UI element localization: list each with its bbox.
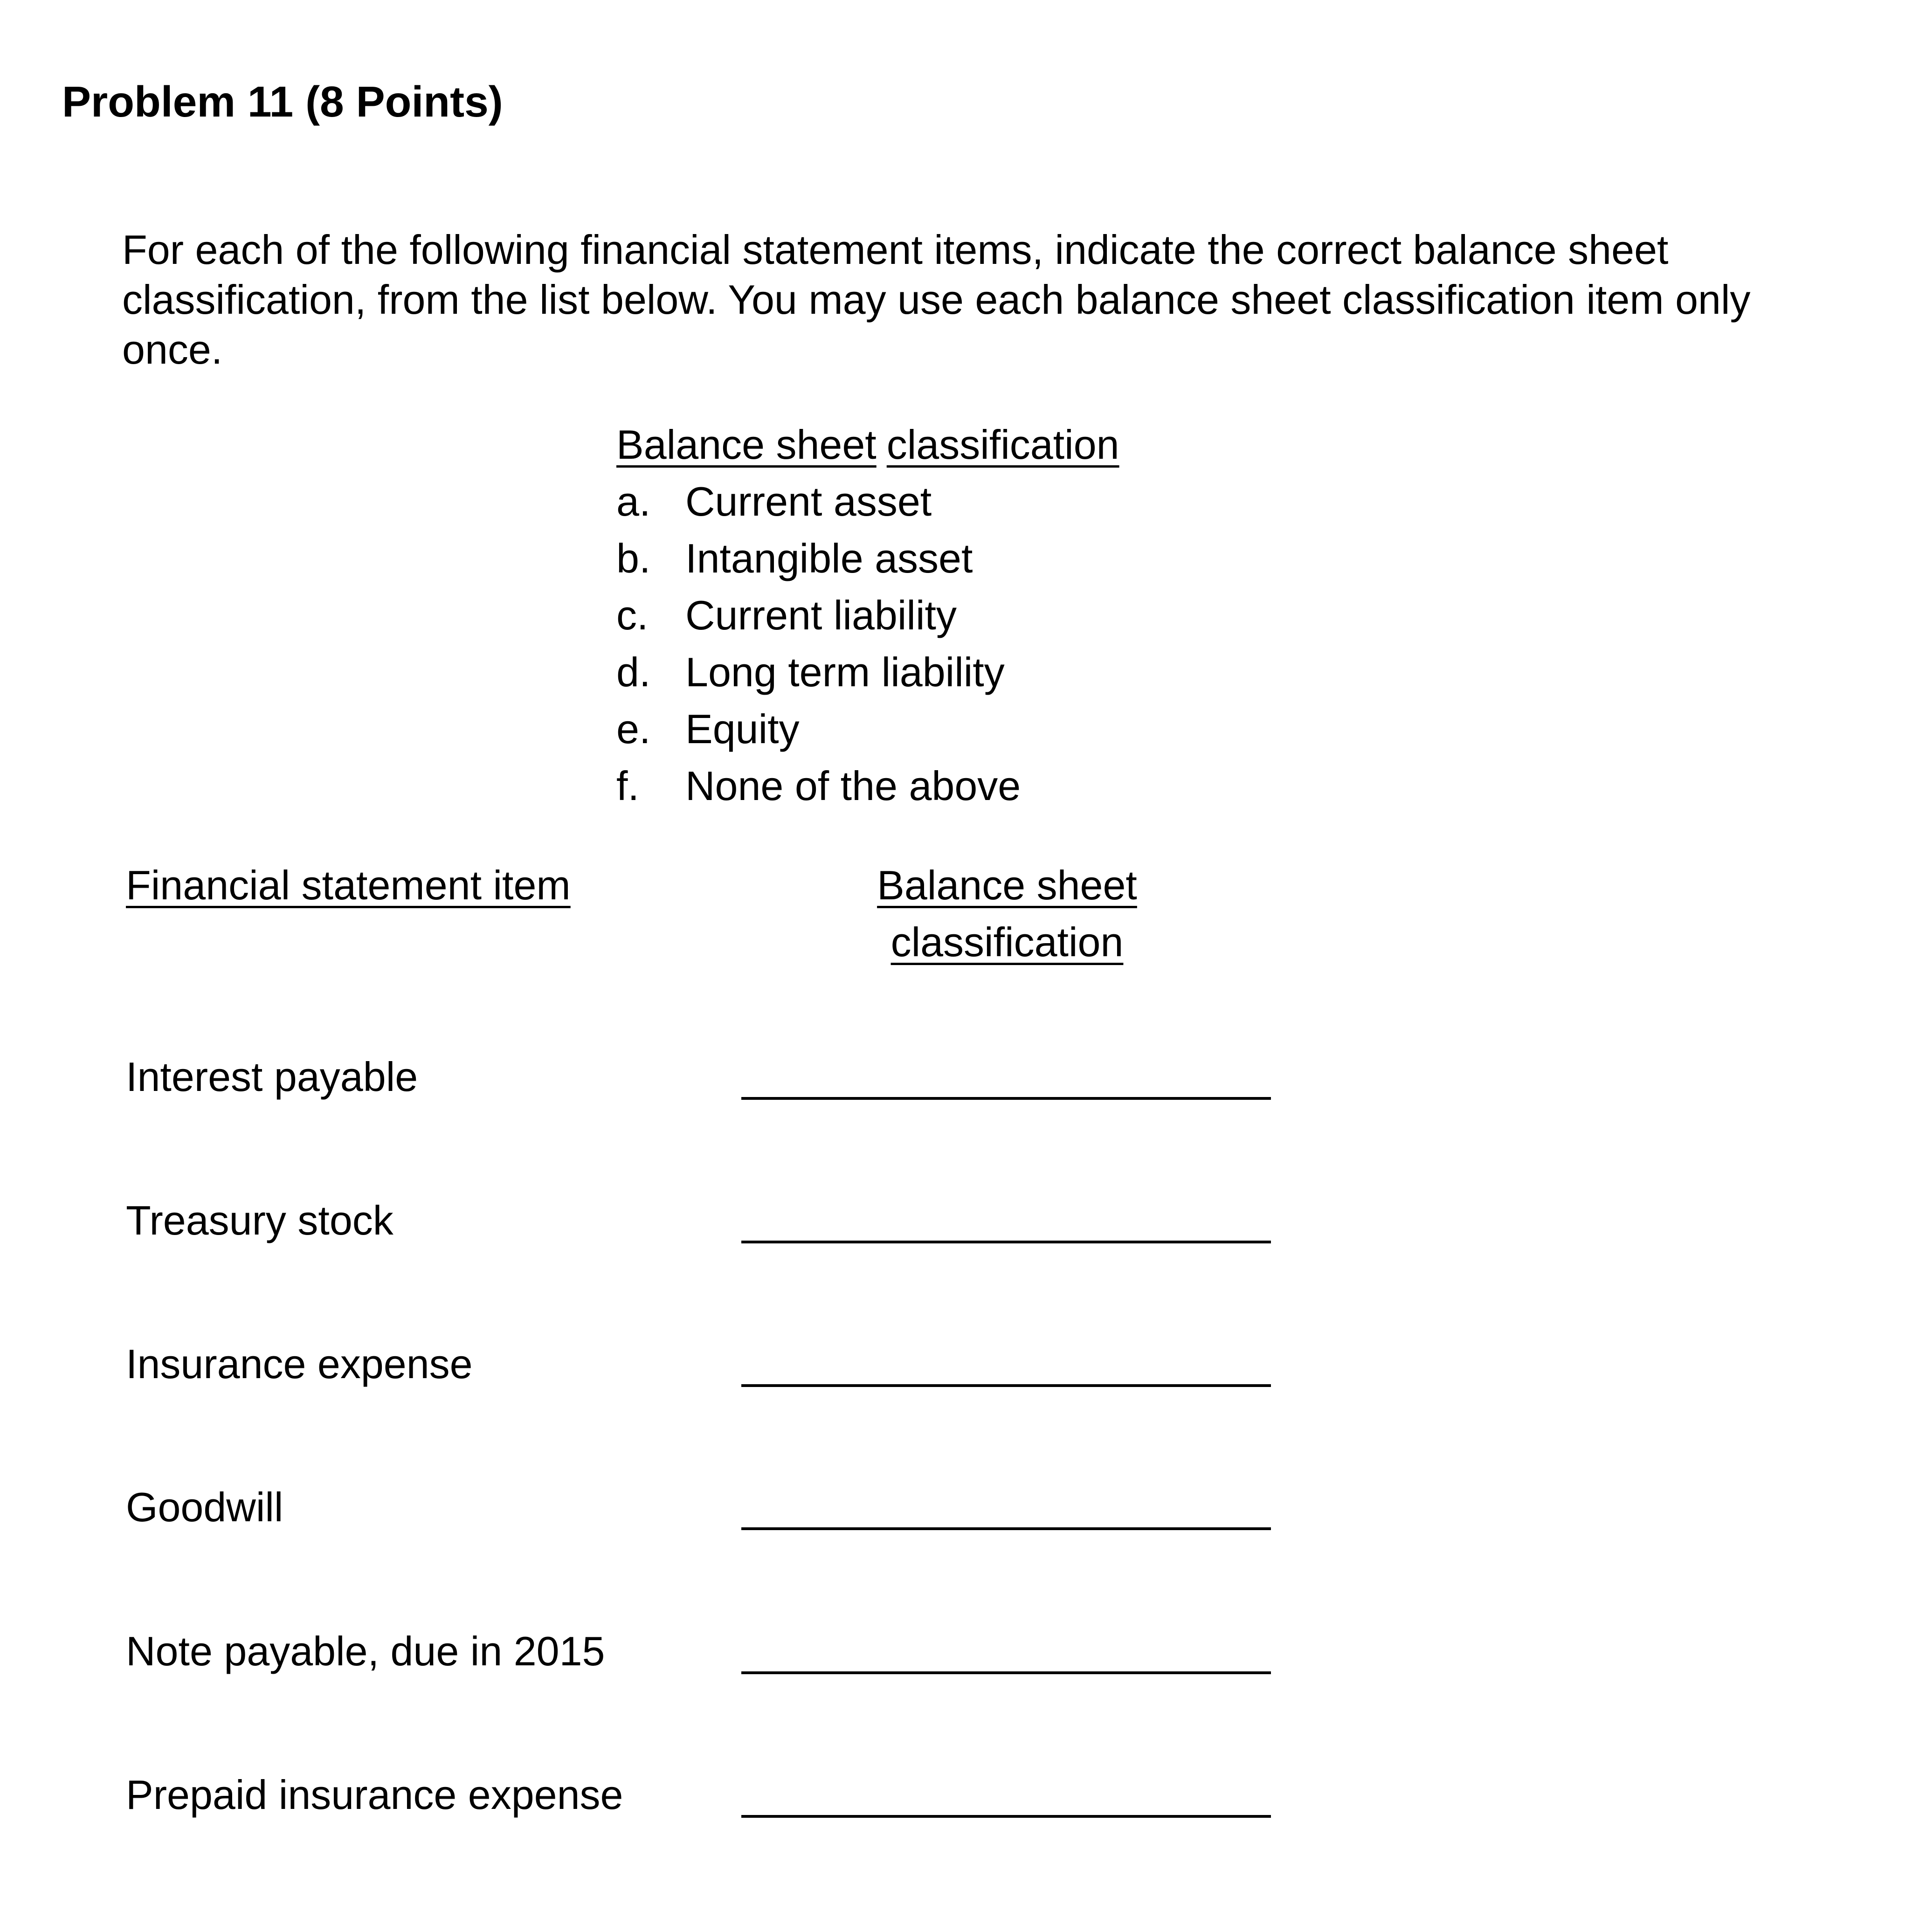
option-letter: b. <box>616 535 651 581</box>
item-label: Note payable, due in 2015 <box>126 1628 605 1674</box>
classification-column-header-line1: Balance sheet <box>877 862 1137 908</box>
instructions-line: once. <box>122 326 223 373</box>
classification-column-header <box>821 857 1194 971</box>
option-letter: f. <box>616 763 639 809</box>
option-letter: d. <box>616 649 651 695</box>
option-label: Intangible asset <box>685 535 973 581</box>
classification-list <box>616 416 1119 814</box>
item-label: Insurance expense <box>126 1341 473 1387</box>
classification-option-a <box>616 473 1119 530</box>
option-letter: c. <box>616 592 649 638</box>
page-title: Problem 11 (8 Points) <box>62 77 503 126</box>
answer-blank[interactable] <box>741 1527 1271 1530</box>
option-label: None of the above <box>685 763 1021 809</box>
classification-option-b <box>616 530 1119 587</box>
item-label: Interest payable <box>126 1054 418 1100</box>
answer-blank[interactable] <box>741 1097 1271 1100</box>
instructions-line: For each of the following financial statement items, indicate the correct balance sheet <box>122 227 1669 273</box>
option-label: Current liability <box>685 592 957 638</box>
instructions-paragraph <box>122 225 1857 374</box>
classification-option-c <box>616 587 1119 644</box>
classification-option-d <box>616 644 1119 701</box>
table-row <box>0 1051 1926 1145</box>
item-label: Goodwill <box>126 1484 283 1530</box>
classification-heading-part2: classification <box>886 421 1119 468</box>
table-row <box>0 1626 1926 1719</box>
instructions-line: classification, from the list below. You may use each balance sheet classification item only <box>122 276 1751 323</box>
option-letter: a. <box>616 478 651 524</box>
classification-column-header-line2: classification <box>891 919 1124 965</box>
option-label: Long term liability <box>685 649 1005 695</box>
table-row <box>0 1482 1926 1575</box>
answer-blank[interactable] <box>741 1815 1271 1818</box>
answer-blank[interactable] <box>741 1671 1271 1674</box>
classification-heading-part1: Balance sheet <box>616 421 877 468</box>
classification-list-heading <box>616 416 1119 473</box>
table-row <box>0 1339 1926 1432</box>
item-label: Treasury stock <box>126 1197 393 1243</box>
table-row <box>0 1195 1926 1288</box>
option-letter: e. <box>616 706 651 752</box>
financial-item-column-header: Financial statement item <box>126 862 571 908</box>
item-label: Prepaid insurance expense <box>126 1772 623 1818</box>
classification-option-e <box>616 701 1119 758</box>
option-label: Equity <box>685 706 800 752</box>
answer-blank[interactable] <box>741 1241 1271 1243</box>
table-row <box>0 1769 1926 1863</box>
option-label: Current asset <box>685 478 932 524</box>
answer-blank[interactable] <box>741 1384 1271 1387</box>
classification-option-f <box>616 758 1119 814</box>
